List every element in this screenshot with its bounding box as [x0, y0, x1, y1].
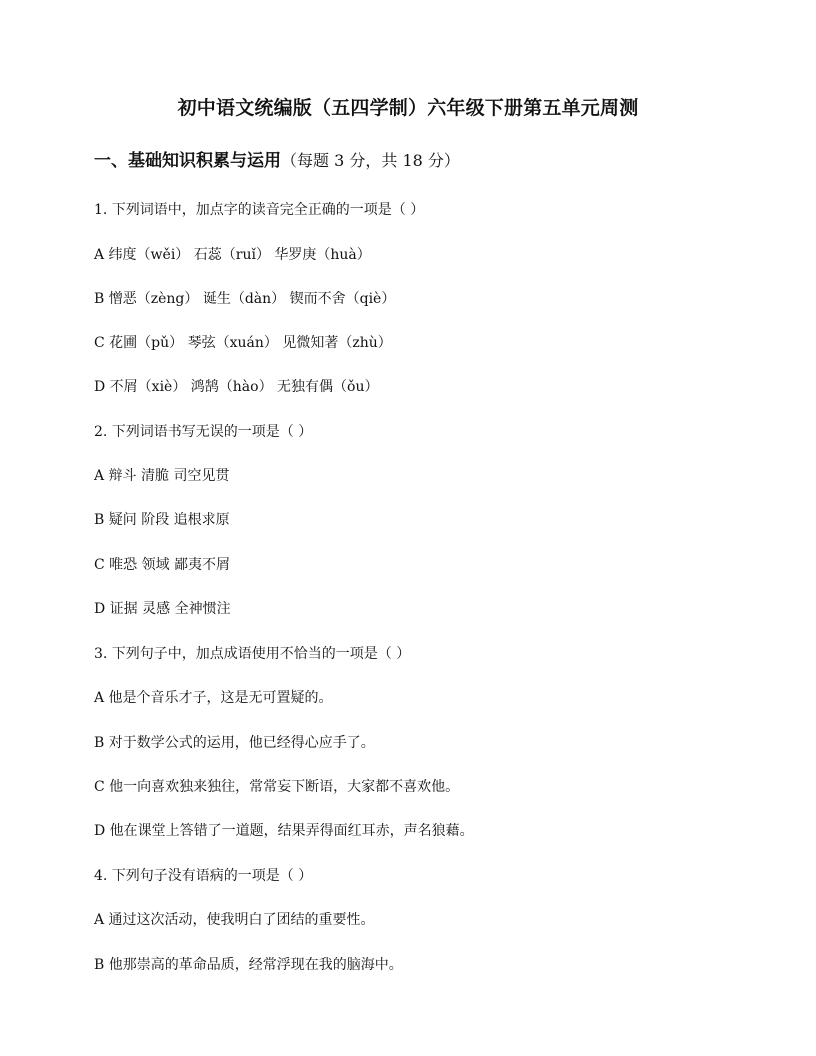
question-4-option-b: B 他那崇高的革命品质，经常浮现在我的脑海中。	[94, 957, 403, 973]
question-3: 3. 下列句子中，加点成语使用不恰当的一项是（ ）	[94, 646, 411, 662]
question-2-option-c: C 唯恐 领域 鄙夷不屑	[94, 557, 231, 573]
question-3-option-c: C 他一向喜欢独来独往，常常妄下断语，大家都不喜欢他。	[94, 779, 460, 795]
question-2-option-a: A 辩斗 清脆 司空见贯	[94, 468, 230, 484]
question-1: 1. 下列词语中，加点字的读音完全正确的一项是（ ）	[94, 202, 425, 218]
question-1-option-d: D 不屑（xiè） 鸿鹄（hào） 无独有偶（ǒu）	[94, 379, 379, 395]
section-heading-text: 一、基础知识积累与运用	[94, 151, 281, 171]
question-2-option-d: D 证据 灵感 全神惯注	[94, 601, 231, 617]
question-3-option-a: A 他是个音乐才子，这是无可置疑的。	[94, 690, 333, 706]
question-2: 2. 下列词语书写无误的一项是（ ）	[94, 424, 313, 440]
question-1-option-c: C 花圃（pǔ） 琴弦（xuán） 见微知著（zhù）	[94, 335, 392, 351]
section-heading	[94, 148, 460, 174]
question-4: 4. 下列句子没有语病的一项是（ ）	[94, 868, 313, 884]
page-title: 初中语文统编版（五四学制）六年级下册第五单元周测	[177, 97, 639, 119]
question-3-option-d: D 他在课堂上答错了一道题，结果弄得面红耳赤，声名狼藉。	[94, 823, 474, 839]
question-2-option-b: B 疑问 阶段 追根求原	[94, 512, 230, 528]
section-score-note: （每题 3 分，共 18 分）	[281, 151, 460, 170]
question-4-option-a: A 通过这次活动，使我明白了团结的重要性。	[94, 912, 375, 928]
question-1-option-b: B 憎恶（zèng） 诞生（dàn） 锲而不舍（qiè）	[94, 291, 396, 307]
question-3-option-b: B 对于数学公式的运用，他已经得心应手了。	[94, 735, 375, 751]
question-1-option-a: A 纬度（wěi） 石蕊（ruǐ） 华罗庚（huà）	[94, 247, 371, 263]
